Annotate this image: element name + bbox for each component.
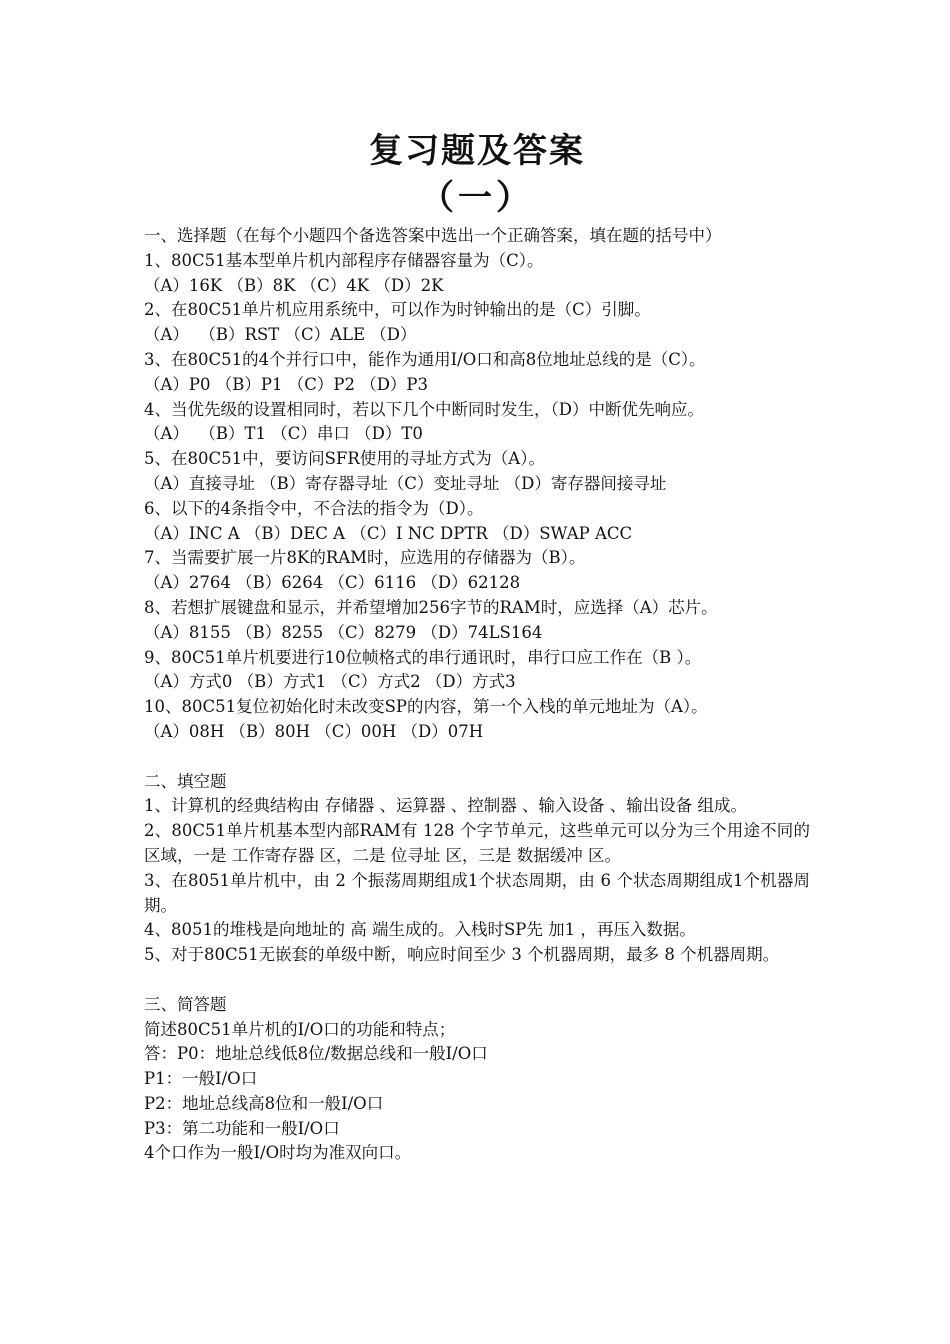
question-options: （A）INC A （B）DEC A （C）I NC DPTR （D）SWAP ACC: [144, 523, 633, 543]
question-options: （A）2764 （B）6264 （C）6116 （D）62128: [144, 573, 521, 593]
section-heading: 三、简答题: [144, 994, 227, 1014]
answer-line: 答：P0：地址总线低8位/数据总线和一般I/O口: [144, 1044, 488, 1064]
question-options: （A） （B）RST （C）ALE （D）: [144, 325, 417, 345]
section-fill-in: [144, 770, 810, 968]
question-options: （A）08H （B）80H （C）00H （D）07H: [144, 721, 484, 741]
page-title: 复习题及答案: [369, 131, 585, 171]
answer-line: P1：一般I/O口: [144, 1069, 258, 1089]
short-answer-question: 简述80C51单片机的I/O口的功能和特点；: [144, 1019, 456, 1039]
question-options: （A） （B）T1 （C）串口 （D）T0: [144, 424, 423, 444]
question-options: （A）直接寻址 （B）寄存器寻址（C）变址寻址 （D）寄存器间接寻址: [144, 473, 667, 493]
question: 3、在80C51的4个并行口中，能作为通用I/O口和高8位地址总线的是（C）。: [144, 349, 706, 369]
question-options: （A）8155 （B）8255 （C）8279 （D）74LS164: [144, 622, 543, 642]
question: 7、当需要扩展一片8K的RAM时，应选用的存储器为（B）。: [144, 548, 586, 568]
page-subtitle: （一）: [420, 178, 534, 218]
section-short-answer: [144, 993, 810, 1167]
section-multiple-choice: [144, 224, 810, 745]
fill-in-item: 5、对于80C51无嵌套的单级中断，响应时间至少 3 个机器周期，最多 8 个机器周期。: [144, 945, 780, 965]
question-options: （A）方式0 （B）方式1 （C）方式2 （D）方式3: [144, 672, 516, 692]
section-spacer: [144, 968, 810, 993]
answer-line: P3：第二功能和一般I/O口: [144, 1118, 340, 1138]
question: 5、在80C51中，要访问SFR使用的寻址方式为（A）。: [144, 449, 545, 469]
section-spacer: [144, 745, 810, 770]
question: 2、在80C51单片机应用系统中，可以作为时钟输出的是（C）引脚。: [144, 300, 651, 320]
question: 1、80C51基本型单片机内部程序存储器容量为（C）。: [144, 250, 544, 270]
question-options: （A）P0 （B）P1 （C）P2 （D）P3: [144, 374, 429, 394]
question-options: （A）16K （B）8K （C）4K （D）2K: [144, 275, 444, 295]
fill-in-item: 4、8051的堆栈是向地址的 高 端生成的。入栈时SP先 加1 ，再压入数据。: [144, 920, 696, 940]
fill-in-item: 3、在8051单片机中，由 2 个振荡周期组成1个状态周期，由 6 个状态周期组成1个机器周期。: [144, 870, 810, 915]
fill-in-item: 1、计算机的经典结构由 存储器 、运算器 、控制器 、输入设备 、输出设备 组成。: [144, 796, 747, 816]
section-heading: 二、填空题: [144, 771, 227, 791]
question: 10、80C51复位初始化时未改变SP的内容，第一个入栈的单元地址为（A）。: [144, 697, 708, 717]
question: 8、若想扩展键盘和显示，并希望增加256字节的RAM时，应选择（A）芯片。: [144, 597, 718, 617]
answer-line: 4个口作为一般I/O时均为准双向口。: [144, 1143, 412, 1163]
fill-in-item: 2、80C51单片机基本型内部RAM有 128 个字节单元，这些单元可以分为三个用途不同的区域，一是 工作寄存器 区，二是 位寻址 区，三是 数据缓冲 区。: [144, 821, 810, 865]
answer-line: P2：地址总线高8位和一般I/O口: [144, 1093, 384, 1113]
section-heading: 一、选择题（在每个小题四个备选答案中选出一个正确答案，填在题的括号中）: [144, 226, 722, 245]
question: 9、80C51单片机要进行10位帧格式的串行通讯时，串行口应工作在（B ）。: [144, 647, 702, 667]
question: 4、当优先级的设置相同时，若以下几个中断同时发生，（D）中断优先响应。: [144, 399, 704, 419]
document-page: [144, 128, 810, 1166]
question: 6、以下的4条指令中，不合法的指令为（D）。: [144, 498, 484, 518]
